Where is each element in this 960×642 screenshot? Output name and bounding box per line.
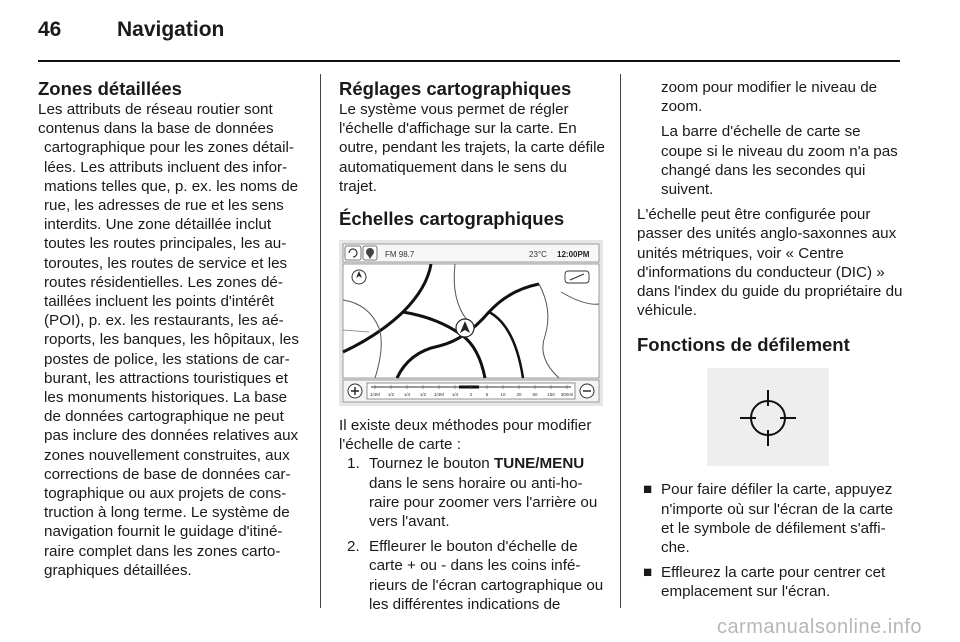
clock-text: 12:00PM (557, 250, 590, 260)
temperature-text: 23°C (529, 250, 547, 260)
step-number: 2. (347, 538, 360, 556)
column-divider-left (320, 74, 321, 608)
radio-station-text: FM 98.7 (385, 250, 415, 260)
bullet-icon: ■ (643, 564, 653, 582)
scale-label: 50 (532, 392, 538, 398)
scale-label: 10 (500, 392, 506, 398)
header-rule (38, 60, 900, 62)
detailed-zones-paragraph: contenus dans la base de données cartographique pour les zones détaillées. Les attributs incluent des informations telles que, p. ex. les noms de rue, les adresses de rue et les sens interdits. Une zone détaillée inclut toutes les routes principales, les autoroutes, les routes de service et les routes résidentielles. Les zones détaillées incluent les points d'intérêt (POI), p. ex. les restaurants, les aéroports, les banques, les hôpitaux, les postes de police, les stations de carburant, les attractions touristiques et les monuments historiques. La base de données cartographique ne peut pas inclure des données relatives aux zones nouvellement construites, aux corrections de base de données cartographique ou aux projets de construction à long terme. Le système de navigation fournit le guidage d'itinéraire complet dans les zones cartographiques détaillées. (38, 120, 299, 579)
scale-label: 150 (547, 392, 555, 398)
source-icon (345, 246, 361, 260)
zoom-methods-intro: Il existe deux méthodes pour modifier l'échelle de carte : (339, 417, 592, 454)
watermark: carmanualsonline.info (716, 616, 922, 638)
map-screen-drawing (339, 240, 603, 406)
tune-menu-key: TUNE/MENU (493, 455, 585, 473)
scroll-cursor-illustration (707, 368, 829, 466)
detailed-zones-first-line: Les attributs de réseau routier sont (38, 101, 273, 118)
column-divider-right (620, 74, 621, 608)
scale-label: 1/2 (387, 392, 395, 398)
scale-label: 300mi (560, 392, 574, 398)
page-number: 46 (38, 18, 62, 41)
map-screen-illustration (339, 240, 603, 406)
scale-label: 5 (485, 392, 489, 398)
scale-label: 1/4M (369, 392, 381, 398)
column-1 (38, 78, 304, 580)
scale-label: 1/4M (433, 392, 445, 398)
column-2 (339, 78, 605, 614)
step-number: 1. (347, 455, 360, 473)
scale-label: 20 (516, 392, 522, 398)
list-item (637, 563, 903, 601)
step-text: Effleurer le bouton d'échelle de carte + ou - dans les coins inférieurs de l'écran cartographique ou les différentes indications de (369, 538, 604, 613)
map-settings-intro: Le système vous permet de régler l'échelle d'affichage sur la carte. En outre, pendant les trajets, la carte défile automatiquement dans le sens du trajet. (339, 101, 605, 195)
scale-label: 1/2 (419, 392, 427, 398)
bullet-text: Effleurez la carte pour centrer cet emplacement sur l'écran. (661, 564, 886, 601)
scale-label: 1/4 (451, 392, 459, 398)
list-item (339, 454, 605, 531)
column-3 (637, 78, 903, 602)
section-heading-scroll-functions: Fonctions de défilement (637, 334, 850, 356)
section-heading-map-settings: Réglages cartographiques (339, 78, 572, 99)
scale-label: 1/4 (403, 392, 411, 398)
step-continuation: zoom pour modifier le niveau de zoom. (661, 79, 878, 116)
scale-label: 2 (469, 392, 473, 398)
step-text-pre: Tournez le bouton (369, 455, 494, 473)
bullet-icon: ■ (643, 481, 653, 499)
section-heading-detailed-zones: Zones détaillées (38, 78, 182, 99)
scale-bar-note: La barre d'échelle de carte se coupe si le niveau du zoom n'a pas changé dans les secondes qui suivent. (661, 123, 898, 199)
units-note: L'échelle peut être configurée pour passer des unités anglo-saxonnes aux unités métriques, voir « Centre d'informations du conducteur (DIC) » dans l'index du guide du propriétaire du véhicule. (637, 206, 903, 320)
step-text-post: dans le sens horaire ou anti-horaire pour zoomer vers l'arrière ou vers l'avant. (369, 474, 598, 531)
list-item (637, 480, 903, 557)
page-title: Navigation (117, 18, 225, 41)
scroll-crosshair-icon (707, 368, 829, 466)
subheading-map-scales: Échelles cartographiques (339, 208, 565, 230)
list-item (339, 537, 605, 614)
bullet-text: Pour faire défiler la carte, appuyez n'importe où sur l'écran de la carte et le symbole de défilement s'affiche. (661, 481, 894, 557)
